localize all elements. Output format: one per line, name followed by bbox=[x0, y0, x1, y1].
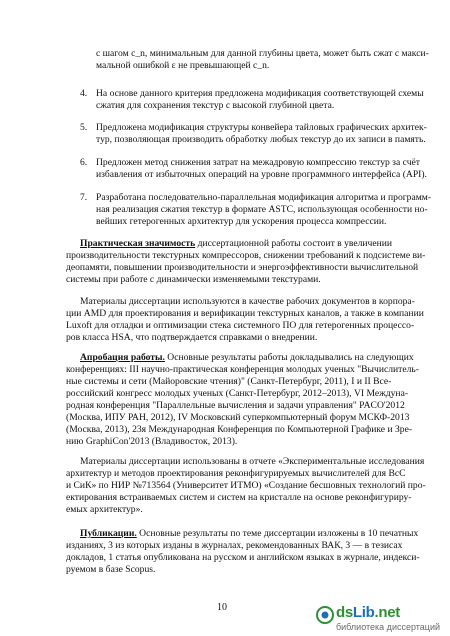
approbation-line-8: нию GraphiCon'2013 (Владивосток, 2013). bbox=[66, 436, 238, 447]
practical-line-4: системы при работе с динамически изменяемыми текстурами. bbox=[66, 274, 321, 285]
practical-line-2: производительности текстурных компрессоров, снижении требований к подсистеме ви- bbox=[66, 250, 426, 261]
approbation-line-6: (Москва, ИПУ РАН, 2012), IV Московский суперкомпьютерный форум МСКФ-2013 bbox=[66, 412, 410, 423]
practical-line-1-text: диссертационной работы состоит в увеличении bbox=[195, 238, 393, 249]
approbation-line-3: ные системы и сети (Майоровские чтения)" (Санкт-Петербург, 2011), I и II Все- bbox=[66, 376, 392, 387]
dslib-watermark bbox=[314, 602, 450, 636]
materials2-line-2: архитектур и методов проектирования реконфигурируемых вычислителей для ВсС bbox=[66, 468, 406, 479]
item-7-line-2: ная реализация сжатия текстур в формате ASTC, использующая особенности но- bbox=[96, 204, 428, 215]
item3-line-1: с шагом c_n, минимальным для данной глубины цвета, может быть сжат с макси- bbox=[96, 48, 429, 59]
approbation-heading: Апробация работы. bbox=[80, 352, 165, 363]
item-4-number: 4. bbox=[80, 88, 88, 99]
materials2-line-5: емых архитектур». bbox=[66, 504, 143, 515]
materials2-line-4: ектирования встраиваемых систем и систем на кристалле на основе реконфигуриру- bbox=[66, 492, 412, 503]
practical-line-3: деопамяти, повышении производительности и энергоэффективности вычислительной bbox=[66, 262, 419, 273]
materials1-line-2: ции AMD для проектирования и верификации текстурных каналов, а также в компании bbox=[66, 308, 424, 319]
dslib-subtitle: библиотека диссертаций bbox=[336, 622, 441, 632]
item-7-number: 7. bbox=[80, 192, 88, 203]
publications-heading: Публикации. bbox=[80, 528, 137, 539]
item3-line-2: мальной ошибкой ε не превышающей c_n. bbox=[96, 60, 270, 71]
materials2-line-3: и СиК» по НИР №713564 (Университет ИТМО) «Создание бесшовных технологий про- bbox=[66, 480, 426, 491]
item-5-line-1: Предложена модификация структуры конвейера тайловых графических архитек- bbox=[96, 122, 427, 133]
item-6-line-2: избавления от избыточных операций на уровне программного интерфейса (API). bbox=[96, 169, 427, 180]
item-4-line-1: На основе данного критерия предложена модификация соответствующей схемы bbox=[96, 88, 424, 99]
dslib-logo-icon bbox=[316, 606, 334, 624]
publications-line-2: изданиях, 3 из которых изданы в журналах, рекомендованных ВАК, 3 — в тезисах bbox=[66, 540, 403, 551]
publications-paragraph-line-1 bbox=[80, 528, 419, 540]
approbation-paragraph-line-1 bbox=[80, 352, 414, 364]
materials1-line-4: ров класса HSA, что подтверждается справками о внедрении. bbox=[66, 332, 318, 343]
approbation-line-4: российский конгресс молодых ученых (Санкт-Петербург, 2012–2013), VI Междуна- bbox=[66, 388, 409, 399]
page-number: 10 bbox=[217, 602, 227, 613]
materials1-line-1: Материалы диссертации используются в качестве рабочих документов в корпора- bbox=[80, 296, 415, 307]
approbation-line-2: конференциях: III научно-практическая конференция молодых ученых "Вычислитель- bbox=[66, 364, 419, 375]
materials1-line-3: Luxoft для отладки и оптимизации стека системного ПО для гетерогенных процессо- bbox=[66, 320, 415, 331]
item-5-number: 5. bbox=[80, 122, 88, 133]
materials2-line-1: Материалы диссертации использованы в отчете «Экспериментальные исследования bbox=[80, 456, 425, 467]
item-7-line-1: Разработана последовательно-параллельная модификация алгоритма и программ- bbox=[96, 192, 432, 203]
item-4-line-2: сжатия для сохранения текстур с высокой глубиной цвета. bbox=[96, 100, 335, 111]
item-5-line-2: тур, позволяющая производить обработку любых текстур до их записи в память. bbox=[96, 134, 426, 145]
publications-line-1-text: Основные результаты по теме диссертации изложены в 10 печатных bbox=[136, 528, 419, 539]
approbation-line-5: родная конференция "Параллельные вычисления и задачи управления" PACO'2012 bbox=[66, 400, 405, 411]
approbation-line-1-text: Основные результаты работы докладывались на следующих bbox=[164, 352, 414, 363]
publications-line-3: докладов, 1 статья опубликована на русском и английском языках в журнале, индекси- bbox=[66, 552, 420, 563]
approbation-line-7: (Москва, 2013), 23я Международная Конференция по Компьютерной Графике и Зре- bbox=[66, 424, 413, 435]
publications-line-4: руемом в базе Scopus. bbox=[66, 564, 156, 575]
practical-paragraph-line-1 bbox=[80, 238, 393, 250]
item-6-line-1: Предложен метод снижения затрат на межадровую компрессию текстур за счёт bbox=[96, 157, 420, 168]
practical-heading: Практическая значимость bbox=[80, 238, 196, 249]
dslib-logo-text: dsLib.net bbox=[336, 604, 400, 621]
item-6-number: 6. bbox=[80, 157, 88, 168]
item-7-line-3: вейших гетерогенных архитектур для ускорения процесса компрессии. bbox=[96, 216, 387, 227]
